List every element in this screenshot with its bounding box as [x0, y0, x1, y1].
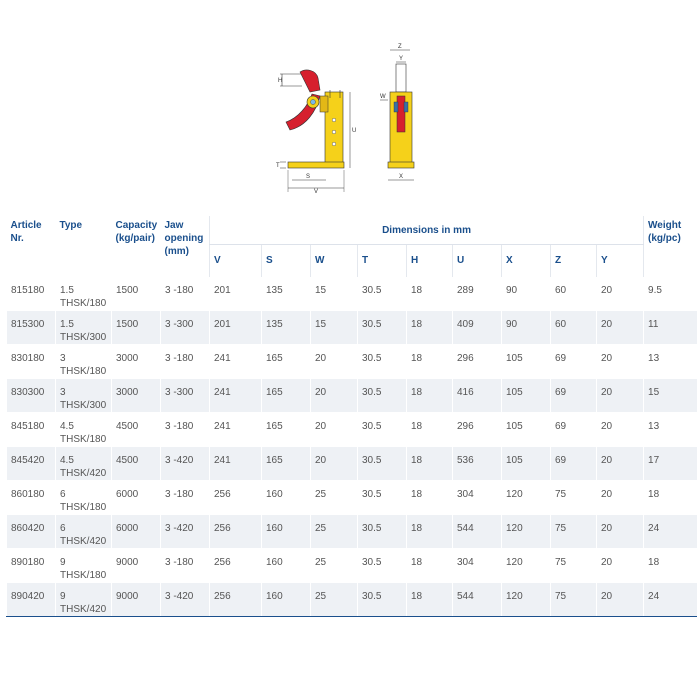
cell-t: 30.5	[358, 277, 407, 311]
cell-article: 830300	[7, 379, 56, 413]
table-row	[7, 277, 697, 311]
cell-type: 6 THSK/420	[56, 515, 112, 549]
cell-u: 304	[453, 481, 502, 515]
cell-type: 1.5 THSK/180	[56, 277, 112, 311]
table-row	[7, 311, 697, 345]
cell-type: 3 THSK/180	[56, 345, 112, 379]
cell-v: 241	[210, 379, 262, 413]
label-v: V	[314, 189, 319, 195]
cell-capacity: 1500	[112, 311, 161, 345]
cell-article: 845420	[7, 447, 56, 481]
cell-w: 25	[311, 549, 358, 583]
cell-type: 9 THSK/180	[56, 549, 112, 583]
cell-weight: 18	[644, 549, 697, 583]
cell-s: 165	[262, 447, 311, 481]
header-type: Type	[59, 220, 83, 231]
cell-weight: 17	[644, 447, 697, 481]
cell-v: 201	[210, 277, 262, 311]
label-z: Z	[398, 44, 402, 50]
side-view	[276, 70, 356, 195]
cell-h: 18	[407, 515, 453, 549]
cell-z: 60	[551, 277, 597, 311]
cell-z: 60	[551, 311, 597, 345]
cell-jaw: 3 -300	[161, 311, 210, 345]
label-h: H	[278, 78, 283, 84]
table-row	[7, 447, 697, 481]
header-dimensions: Dimensions in mm	[210, 216, 644, 245]
table-row	[7, 413, 697, 447]
label-u: U	[352, 128, 357, 134]
cell-z: 69	[551, 413, 597, 447]
label-w: W	[380, 94, 386, 100]
cell-capacity: 4500	[112, 413, 161, 447]
cell-u: 409	[453, 311, 502, 345]
cell-jaw: 3 -180	[161, 481, 210, 515]
cell-capacity: 6000	[112, 515, 161, 549]
cell-capacity: 4500	[112, 447, 161, 481]
label-s: S	[306, 174, 311, 180]
cell-w: 20	[311, 447, 358, 481]
cell-type: 6 THSK/180	[56, 481, 112, 515]
cell-z: 69	[551, 345, 597, 379]
cell-weight: 11	[644, 311, 697, 345]
cell-w: 20	[311, 345, 358, 379]
cell-t: 30.5	[358, 549, 407, 583]
cell-type: 9 THSK/420	[56, 583, 112, 617]
cell-y: 20	[597, 413, 644, 447]
cell-x: 105	[502, 413, 551, 447]
table-row	[7, 549, 697, 583]
header-z: Z	[551, 245, 597, 277]
cell-x: 90	[502, 277, 551, 311]
cell-s: 135	[262, 311, 311, 345]
cell-type: 3 THSK/300	[56, 379, 112, 413]
cell-w: 15	[311, 311, 358, 345]
cell-h: 18	[407, 277, 453, 311]
cell-type: 1.5 THSK/300	[56, 311, 112, 345]
cell-v: 241	[210, 413, 262, 447]
cell-v: 241	[210, 447, 262, 481]
cell-jaw: 3 -180	[161, 277, 210, 311]
cell-y: 20	[597, 379, 644, 413]
cell-s: 165	[262, 379, 311, 413]
cell-capacity: 9000	[112, 583, 161, 617]
cell-jaw: 3 -180	[161, 549, 210, 583]
cell-x: 105	[502, 447, 551, 481]
cell-u: 296	[453, 345, 502, 379]
cam-top	[300, 70, 320, 92]
cell-h: 18	[407, 379, 453, 413]
cell-u: 416	[453, 379, 502, 413]
cell-s: 165	[262, 345, 311, 379]
cell-s: 165	[262, 413, 311, 447]
table-row	[7, 515, 697, 549]
cell-x: 120	[502, 549, 551, 583]
table-row	[7, 583, 697, 617]
base-foot	[288, 162, 344, 168]
cell-t: 30.5	[358, 481, 407, 515]
cell-y: 20	[597, 515, 644, 549]
cell-article: 815300	[7, 311, 56, 345]
header-u: U	[453, 245, 502, 277]
cell-u: 544	[453, 583, 502, 617]
cell-y: 20	[597, 549, 644, 583]
cell-t: 30.5	[358, 515, 407, 549]
cell-h: 18	[407, 447, 453, 481]
cell-t: 30.5	[358, 413, 407, 447]
cell-weight: 13	[644, 413, 697, 447]
cell-weight: 24	[644, 515, 697, 549]
header-x: X	[502, 245, 551, 277]
cell-y: 20	[597, 345, 644, 379]
cell-capacity: 3000	[112, 345, 161, 379]
cell-article: 860420	[7, 515, 56, 549]
cell-t: 30.5	[358, 447, 407, 481]
cell-y: 20	[597, 583, 644, 617]
cell-article: 890420	[7, 583, 56, 617]
cell-y: 20	[597, 311, 644, 345]
cell-h: 18	[407, 311, 453, 345]
cell-v: 256	[210, 481, 262, 515]
label-x: X	[399, 174, 404, 180]
cell-v: 256	[210, 549, 262, 583]
cell-jaw: 3 -180	[161, 413, 210, 447]
cell-h: 18	[407, 413, 453, 447]
cell-v: 256	[210, 583, 262, 617]
cell-z: 69	[551, 447, 597, 481]
cell-v: 201	[210, 311, 262, 345]
cell-t: 30.5	[358, 379, 407, 413]
cell-capacity: 3000	[112, 379, 161, 413]
header-y: Y	[597, 245, 644, 277]
cell-u: 296	[453, 413, 502, 447]
cell-x: 120	[502, 481, 551, 515]
cell-t: 30.5	[358, 583, 407, 617]
table-header	[7, 216, 697, 277]
cell-type: 4.5 THSK/420	[56, 447, 112, 481]
header-article: Article Nr.	[10, 220, 42, 244]
cell-weight: 9.5	[644, 277, 697, 311]
clamp-drawing-svg	[270, 40, 430, 200]
cell-jaw: 3 -180	[161, 345, 210, 379]
cell-z: 75	[551, 549, 597, 583]
cell-article: 830180	[7, 345, 56, 379]
cell-t: 30.5	[358, 345, 407, 379]
cell-y: 20	[597, 481, 644, 515]
cell-weight: 24	[644, 583, 697, 617]
cell-h: 18	[407, 549, 453, 583]
cell-weight: 13	[644, 345, 697, 379]
cell-u: 289	[453, 277, 502, 311]
cell-z: 69	[551, 379, 597, 413]
cell-h: 18	[407, 583, 453, 617]
cell-x: 105	[502, 379, 551, 413]
cell-x: 120	[502, 515, 551, 549]
cell-s: 160	[262, 481, 311, 515]
cell-y: 20	[597, 447, 644, 481]
label-y: Y	[399, 56, 404, 62]
cell-h: 18	[407, 481, 453, 515]
cell-article: 860180	[7, 481, 56, 515]
cell-weight: 15	[644, 379, 697, 413]
cell-article: 815180	[7, 277, 56, 311]
cell-x: 90	[502, 311, 551, 345]
header-t: T	[358, 245, 407, 277]
cell-x: 120	[502, 583, 551, 617]
cell-z: 75	[551, 481, 597, 515]
cell-y: 20	[597, 277, 644, 311]
specifications-table	[6, 216, 697, 617]
cell-s: 160	[262, 583, 311, 617]
header-capacity: Capacity (kg/pair)	[115, 220, 158, 244]
front-view	[380, 44, 414, 180]
cell-article: 845180	[7, 413, 56, 447]
cell-w: 25	[311, 481, 358, 515]
cell-weight: 18	[644, 481, 697, 515]
technical-drawing	[270, 40, 430, 200]
cell-jaw: 3 -420	[161, 447, 210, 481]
table-row	[7, 379, 697, 413]
cell-v: 241	[210, 345, 262, 379]
cell-w: 20	[311, 379, 358, 413]
cell-type: 4.5 THSK/180	[56, 413, 112, 447]
cell-v: 256	[210, 515, 262, 549]
cell-s: 135	[262, 277, 311, 311]
table-body	[7, 277, 697, 617]
cell-u: 304	[453, 549, 502, 583]
table-row	[7, 481, 697, 515]
cell-x: 105	[502, 345, 551, 379]
cell-w: 20	[311, 413, 358, 447]
cell-jaw: 3 -420	[161, 515, 210, 549]
cell-capacity: 6000	[112, 481, 161, 515]
header-w: W	[311, 245, 358, 277]
cell-s: 160	[262, 515, 311, 549]
cell-capacity: 1500	[112, 277, 161, 311]
cell-w: 25	[311, 583, 358, 617]
header-h: H	[407, 245, 453, 277]
header-s: S	[262, 245, 311, 277]
cell-jaw: 3 -420	[161, 583, 210, 617]
cell-w: 15	[311, 277, 358, 311]
cell-capacity: 9000	[112, 549, 161, 583]
cell-z: 75	[551, 515, 597, 549]
cell-article: 890180	[7, 549, 56, 583]
cell-t: 30.5	[358, 311, 407, 345]
table-row	[7, 345, 697, 379]
label-t: T	[276, 163, 280, 169]
header-v: V	[210, 245, 262, 277]
cell-u: 536	[453, 447, 502, 481]
cell-h: 18	[407, 345, 453, 379]
header-jaw-opening: Jaw opening (mm)	[164, 220, 204, 257]
cell-jaw: 3 -300	[161, 379, 210, 413]
header-weight: Weight (kg/pc)	[644, 216, 697, 277]
cell-z: 75	[551, 583, 597, 617]
cell-u: 544	[453, 515, 502, 549]
cell-w: 25	[311, 515, 358, 549]
cell-s: 160	[262, 549, 311, 583]
